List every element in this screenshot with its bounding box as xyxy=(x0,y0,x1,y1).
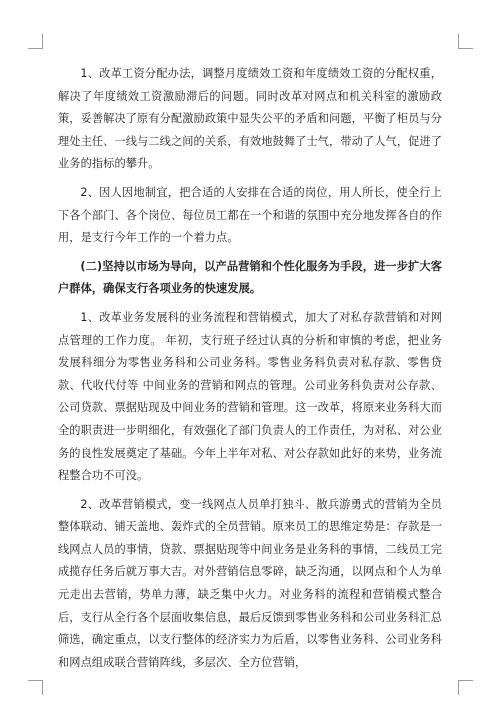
crop-mark-top-right xyxy=(458,34,473,49)
crop-mark-top-left xyxy=(28,34,43,49)
paragraph-staffing: 2、因人因地制宜，把合适的人安排在合适的岗位，用人所长，使全行上下各个部门、各个岗位、每位员工都在一个和谐的氛围中充分地发挥各自的作用，是支行今年工作的一个着力点。 xyxy=(58,185,442,245)
paragraph-salary-reform: 1、改革工资分配办法，调整月度绩效工资和年度绩效工资的分配权重，解决了年度绩效工资激励滞后的问题。同时改革对网点和机关科室的激励政策，妥善解决了原有分配激励政策中显失公平的矛盾和问题，平衡了柜员与分理处主任、一线与二线之间的关系，有效地鼓舞了士气，带动了人气，促进了业务的指标的攀升。 xyxy=(58,67,442,171)
document-body xyxy=(58,63,442,674)
paragraph-business-process: 1、改革业务发展科的业务流程和营销模式，加大了对私存款营销和对网点管理的工作力度。 年初，支行班子经过认真的分析和审慎的考虑，把业务发展科细分为零售业务科和公司业务科。零售业务科负责对私存款、零售贷款、代收代付等 中间业务的营销和网点的管理。公司业务科负责对公存款、公司贷款、票据贴现及中间业务的营销和管理。这一改革，将原来业务科大而全的职责进一步明细化，有效强化了部门负责人的工作责任，为对私、对公业务的良性发展奠定了基础。今年上半年对私、对公存款如此好的来势，业务流程整合功不可没。 xyxy=(58,310,442,483)
crop-mark-bottom-right xyxy=(458,680,473,695)
section-heading-market-oriented: (二)坚持以市场为导向，以产品营销和个性化服务为手段，进一步扩大客户群体，确保支行各项业务的快速发展。 xyxy=(58,259,442,296)
paragraph-marketing-mode: 2、改革营销模式，变一线网点人员单打独斗、散兵游勇式的营销为全员整体联动、铺天盖地、轰炸式的全员营销。原来员工的思维定势是：存款是一线网点人员的事情，贷款、票据贴现等中间业务是业务科的事情，二线员工完成揽存任务后就万事大吉。对外营销信息零碎，缺乏沟通，以网点和个人为单元走出去营销，势单力薄，缺乏集中火力。对业务科的流程和营销模式整合后，支行从全行各个层面收集信息，最后反馈到零售业务科和公司业务科汇总筛选，确定重点，以支行整体的经济实力为后盾，以零售业务科、公司业务科和网点组成联合营销阵线，多层次、全方位营销， xyxy=(58,497,442,669)
crop-mark-bottom-left xyxy=(28,680,43,695)
